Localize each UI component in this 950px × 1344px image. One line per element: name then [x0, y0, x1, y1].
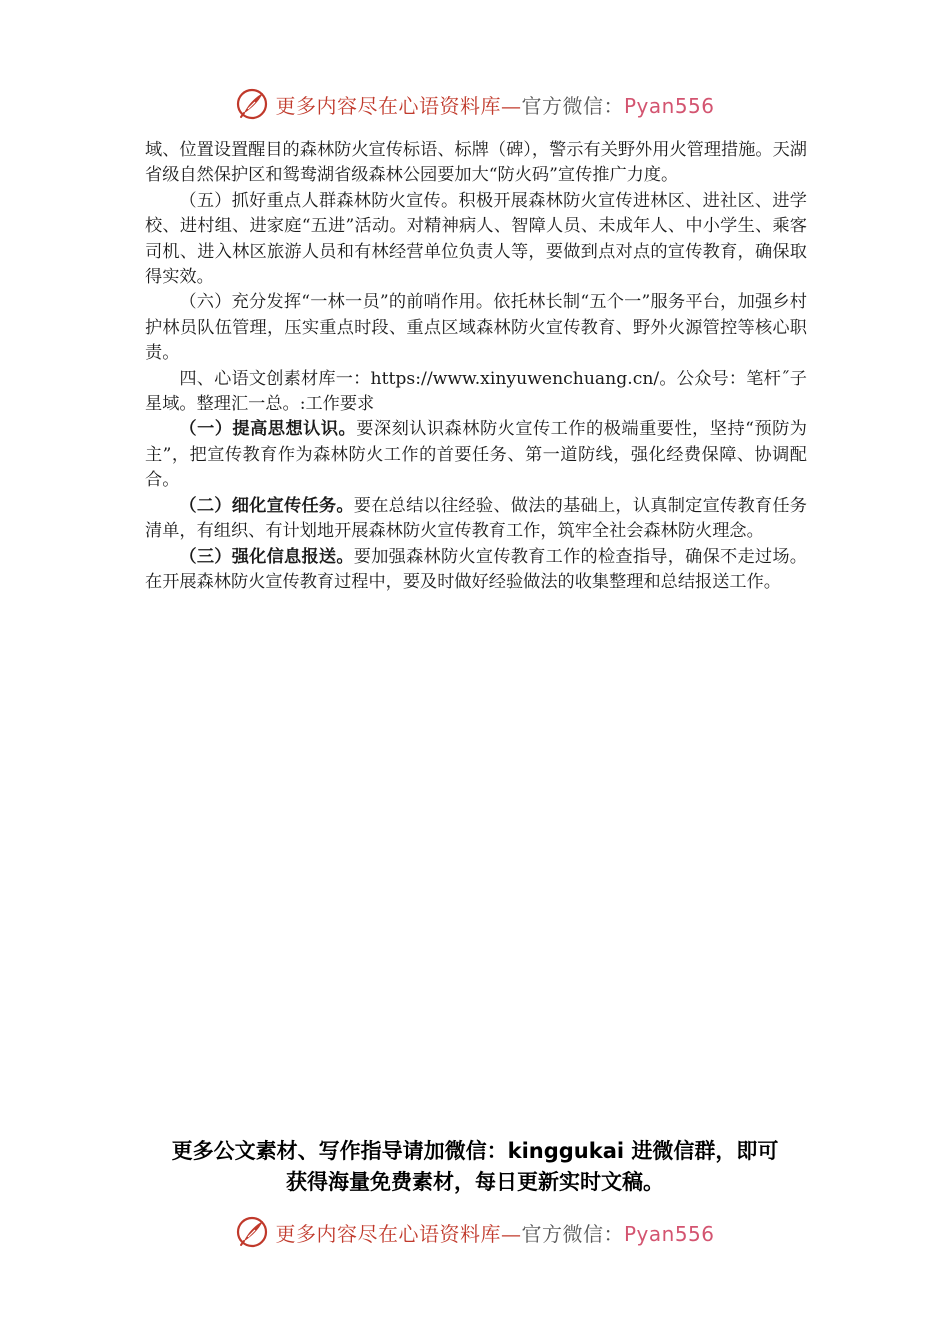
- section-heading-4: 四、心语文创素材库一：https://www.xinyuwenchuang.cn/。公众号：笔杆˝子星域。整理汇一总。:工作要求: [145, 368, 807, 415]
- header-brand: 更多内容尽在心语资料库: [275, 93, 501, 118]
- requirement-2: [145, 494, 807, 545]
- requirement-3-lead: （三）强化信息报送。: [179, 546, 354, 567]
- header-official: 官方微信：: [521, 93, 624, 118]
- header-watermark: [0, 84, 950, 124]
- requirement-1-lead: （一）提高思想认识。: [179, 419, 357, 440]
- requirement-2-lead: （二）细化宣传任务。: [179, 495, 354, 516]
- footer-brand: 更多内容尽在心语资料库: [275, 1221, 501, 1246]
- promo-text: [140, 1136, 810, 1198]
- header-dash: —: [500, 93, 522, 118]
- footer-dash: —: [500, 1221, 522, 1246]
- requirement-2-body: 要在总结以往经验、做法的基础上，认真制定宣传教育任务清单，有组织、有计划地开展森林防火宣传教育工作，筑牢全社会森林防火理念。: [145, 495, 807, 542]
- requirement-3-body: 要加强森林防火宣传教育工作的检查指导，确保不走过场。在开展森林防火宣传教育过程中，要及时做好经验做法的收集整理和总结报送工作。: [145, 546, 807, 592]
- header-wechat-id: Pyan556: [623, 93, 715, 118]
- paragraph-continuation: 域、位置设置醒目的森林防火宣传标语、标牌（碑），警示有关野外用火管理措施。天湖省级自然保护区和鸳鸯湖省级森林公园要加大“防火码”宣传推广力度。: [145, 140, 807, 186]
- paragraph-item-6: （六）充分发挥“一林一员”的前哨作用。依托林长制“五个一”服务平台，加强乡村护林员队伍管理，压实重点时段、重点区域森林防火宣传教育、野外火源管控等核心职责。: [145, 292, 807, 364]
- requirement-1-body: 要深刻认识森林防火宣传工作的极端重要性，坚持“预防为主”，把宣传教育作为森林防火工作的首要任务、第一道防线，强化经费保障、协调配合。: [145, 419, 807, 491]
- footer-wechat-id: Pyan556: [623, 1221, 715, 1246]
- footer-official: 官方微信：: [521, 1221, 624, 1246]
- quill-pen-icon: [235, 87, 269, 121]
- footer-watermark: [0, 1212, 950, 1252]
- document-body: [145, 138, 807, 595]
- promo-line-1: 更多公文素材、写作指导请加微信：kinggukai 进微信群，即可: [171, 1139, 779, 1163]
- footer-banner-text: [275, 1218, 714, 1247]
- quill-pen-icon: [235, 1215, 269, 1249]
- requirement-3: [145, 545, 807, 596]
- paragraph-item-5: （五）抓好重点人群森林防火宣传。积极开展森林防火宣传进林区、进社区、进学校、进村组、进家庭“五进”活动。对精神病人、智障人员、未成年人、中小学生、乘客司机、进入林区旅游人员和有林经营单位负责人等，要做到点对点的宣传教育，确保取得实效。: [145, 190, 807, 288]
- requirement-1: [145, 417, 807, 493]
- promo-line-2: 获得海量免费素材，每日更新实时文稿。: [286, 1170, 664, 1194]
- header-banner-text: [275, 90, 714, 119]
